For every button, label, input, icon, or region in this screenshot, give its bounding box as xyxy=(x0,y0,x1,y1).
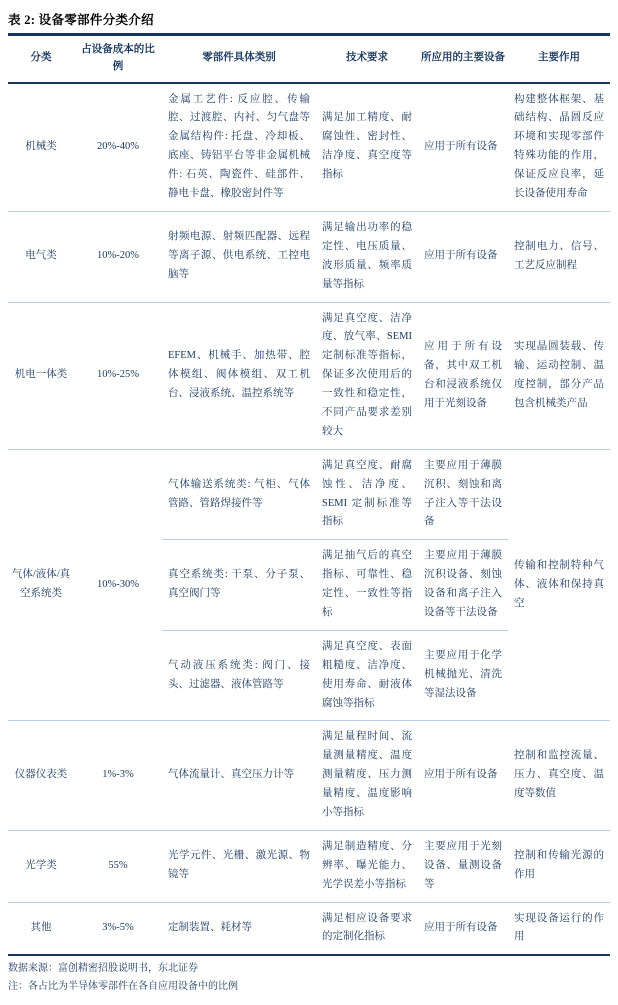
proportion-cell: 10%-30% xyxy=(74,449,162,721)
table-row-electromechanical xyxy=(8,302,610,449)
effect-cell: 实现设备运行的作用 xyxy=(508,902,610,955)
equipment-cell: 应用于所有设备 xyxy=(424,140,498,152)
tech-cell: 满足量程时间、流量测量精度、温度测量精度、压力测量精度、温度影响小等指标 xyxy=(316,721,418,830)
column-header-effect: 主要作用 xyxy=(508,35,610,83)
proportion-cell: 55% xyxy=(74,830,162,902)
category-cell: 其他 xyxy=(8,902,74,955)
tech-cell: 满足真空度、表面粗糙度、洁净度、使用寿命、耐液体腐蚀等指标 xyxy=(316,630,418,721)
category-cell: 气体/液体/真空系统类 xyxy=(8,449,74,721)
parts-cell: 气动液压系统类: 阀门、接头、过滤器、液体管路等 xyxy=(162,630,316,721)
table-row-gas-liquid-vacuum xyxy=(8,449,610,540)
category-cell: 机械类 xyxy=(25,140,57,152)
parts-cell: 气体输送系统类: 气柜、气体管路、管路焊接件等 xyxy=(162,449,316,540)
parts-classification-table xyxy=(8,33,610,956)
parts-cell: 定制装置、耗材等 xyxy=(162,902,316,955)
effect-cell: 控制电力、信号、工艺反应制程 xyxy=(508,211,610,302)
table-row-optical xyxy=(8,830,610,902)
category-cell: 机电一体类 xyxy=(8,302,74,449)
column-header-equipment: 所应用的主要设备 xyxy=(418,35,508,83)
data-source-note: 数据来源：富创精密招股说明书，东北证券 xyxy=(8,963,198,975)
effect-cell: 控制和监控流量、压力、真空度、温度等数值 xyxy=(508,721,610,830)
equipment-cell: 主要应用于化学机械抛光、清洗等湿法设备 xyxy=(418,630,508,721)
table-footer xyxy=(8,960,610,995)
column-header-tech: 技术要求 xyxy=(316,35,418,83)
column-header-category: 分类 xyxy=(8,35,74,83)
tech-cell: 满足真空度、洁净度、放气率、SEMI 定制标准等指标，保证多次使用后的一致性和稳定性，不同产品要求差别较大 xyxy=(316,302,418,449)
effect-cell: 实现晶圆装载、传输、运动控制、温度控制，部分产品包含机械类产品 xyxy=(508,302,610,449)
equipment-cell: 应用于所有设备，其中双工机台和浸液系统仅用于光刻设备 xyxy=(418,302,508,449)
category-cell: 电气类 xyxy=(8,211,74,302)
parts-cell: EFEM、机械手、加热带、腔体模组、阀体模组、双工机台、浸液系统、温控系统等 xyxy=(162,302,316,449)
equipment-cell: 主要应用于薄膜沉积设备、刻蚀设备和离子注入设备等干法设备 xyxy=(418,540,508,631)
effect-cell: 传输和控制特种气体、液体和保持真空 xyxy=(508,449,610,721)
tech-cell: 满足抽气后的真空指标、可靠性、稳定性、一致性等指标 xyxy=(316,540,418,631)
equipment-cell: 应用于所有设备 xyxy=(418,902,508,955)
parts-cell: 光学元件、光栅、激光源、物镜等 xyxy=(162,830,316,902)
parts-cell: 真空系统类: 干泵、分子泵、真空阀门等 xyxy=(162,540,316,631)
table-body xyxy=(8,83,610,956)
proportion-cell: 1%-3% xyxy=(74,721,162,830)
equipment-cell: 应用于所有设备 xyxy=(418,211,508,302)
tech-cell: 满足输出功率的稳定性、电压质量、波形质量、频率质量等指标 xyxy=(316,211,418,302)
category-cell: 仪器仪表类 xyxy=(8,721,74,830)
tech-cell: 满足制造精度、分辨率、曝光能力、光学误差小等指标 xyxy=(316,830,418,902)
equipment-cell: 主要应用于薄膜沉积、刻蚀和离子注入等干法设备 xyxy=(418,449,508,540)
header-row xyxy=(8,35,610,83)
effect-cell: 控制和传输光源的作用 xyxy=(508,830,610,902)
tech-cell: 满足相应设备要求的定制化指标 xyxy=(316,902,418,955)
column-header-proportion: 占设备成本的比例 xyxy=(74,35,162,83)
equipment-cell: 应用于所有设备 xyxy=(418,721,508,830)
table-row-electrical xyxy=(8,211,610,302)
table-row-mechanical xyxy=(8,83,610,212)
proportion-cell: 3%-5% xyxy=(74,902,162,955)
proportion-cell: 10%-25% xyxy=(74,302,162,449)
proportion-cell: 10%-20% xyxy=(74,211,162,302)
tech-cell: 满足加工精度、耐腐蚀性、密封性、洁净度、真空度等指标 xyxy=(322,112,412,181)
parts-cell: 射频电源、射频匹配器、远程等离子源、供电系统、工控电脑等 xyxy=(162,211,316,302)
footnote: 注：各占比为半导体零部件在各自应用设备中的比例 xyxy=(8,980,238,992)
equipment-cell: 主要应用于光刻设备、量测设备等 xyxy=(418,830,508,902)
table-header xyxy=(8,35,610,83)
table-row-instruments xyxy=(8,721,610,830)
column-header-parts: 零部件具体类别 xyxy=(162,35,316,83)
proportion-cell: 20%-40% xyxy=(97,140,139,152)
parts-cell: 金属工艺件: 反应腔、传输腔、过渡腔、内衬、匀气盘等金属结构件: 托盘、冷却板、底座、铸铝平台等非金属机械件: 石英、陶瓷件、硅部件、静电卡盘、橡胶密封件等 xyxy=(168,93,310,200)
table-title: 表 2: 设备零部件分类介绍 xyxy=(8,13,154,27)
tech-cell: 满足真空度、耐腐蚀性、洁净度、SEMI 定制标准等指标 xyxy=(316,449,418,540)
parts-cell: 气体流量计、真空压力计等 xyxy=(162,721,316,830)
category-cell: 光学类 xyxy=(8,830,74,902)
effect-cell: 构建整体框架、基础结构、晶圆反应环境和实现零部件特殊功能的作用，保证反应良率，延长设备使用寿命 xyxy=(514,93,604,200)
table-row-other xyxy=(8,902,610,955)
